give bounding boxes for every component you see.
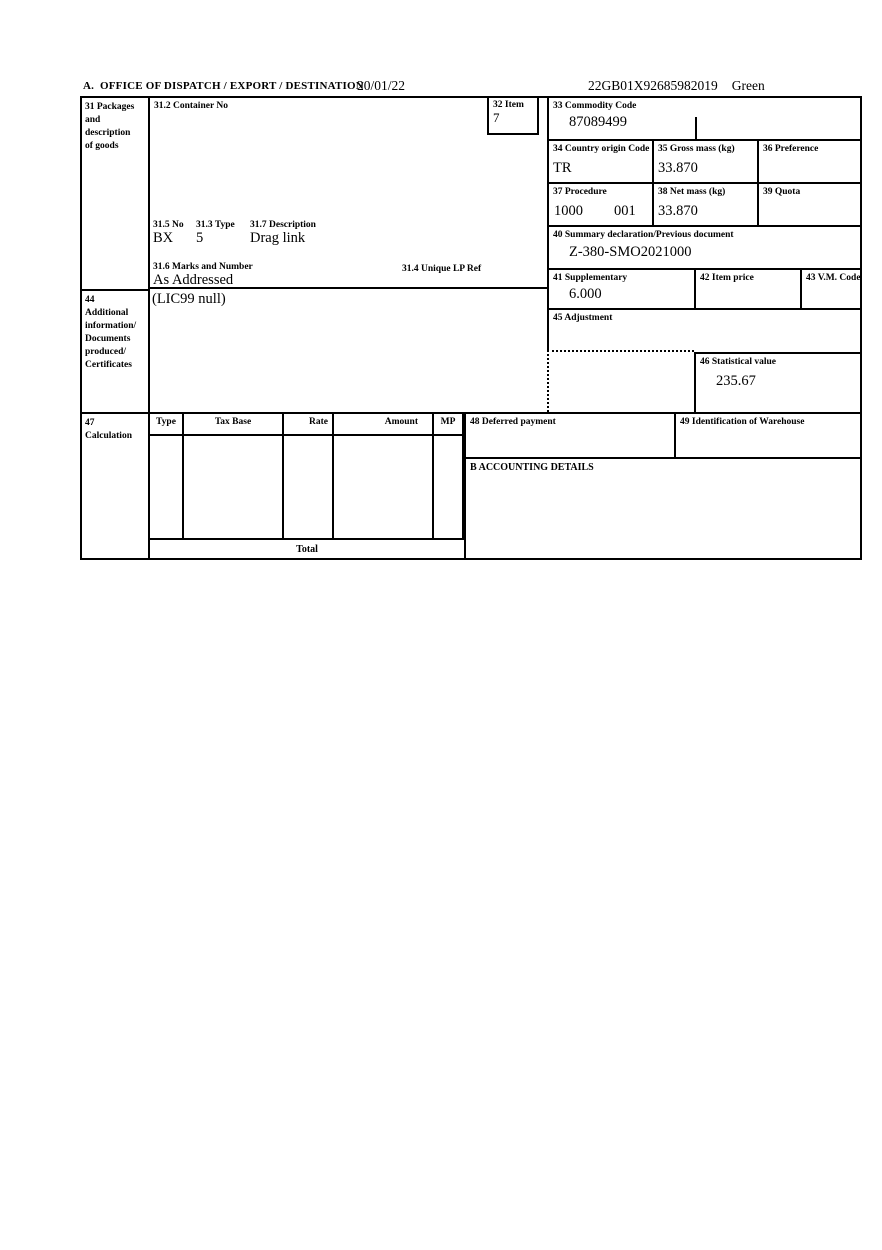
box-36-label: 36 Preference (763, 144, 819, 154)
box-41-supplementary (547, 270, 694, 310)
box-40-summary-declaration (547, 227, 860, 270)
box-34-value: TR (553, 160, 572, 176)
calc-total-row (150, 540, 464, 558)
box-33-label: 33 Commodity Code (553, 101, 637, 111)
box-44-heading-line: Additional (85, 308, 129, 318)
calc-body-taxbase-cell (182, 436, 282, 540)
declaration-form-grid (80, 96, 862, 560)
packages-no-label: 31.5 No (153, 220, 184, 230)
box-31-heading (82, 98, 150, 289)
box-39-quota (757, 184, 860, 227)
box-40-value: Z-380-SMO2021000 (569, 244, 692, 260)
box-43-vm-code (800, 270, 860, 310)
box-47-heading (82, 412, 150, 558)
box-44-heading-line: Documents (85, 334, 131, 344)
dispatch-date: 20/01/22 (357, 78, 406, 93)
box-41-value: 6.000 (569, 286, 602, 302)
box-49-warehouse (674, 412, 860, 457)
box-42-label: 42 Item price (700, 273, 754, 283)
box-32-label: 32 Item (493, 100, 524, 110)
box-39-label: 39 Quota (763, 187, 801, 197)
box-44-content (150, 289, 547, 412)
calc-col-rate-label: Rate (309, 417, 328, 427)
box-35-gross-mass (652, 141, 757, 184)
box-46-value: 235.67 (716, 373, 756, 389)
box-44-heading-line: produced/ (85, 347, 127, 357)
calc-col-mp-label: MP (440, 417, 456, 427)
box-37-value-main: 1000 (554, 203, 583, 219)
calc-body-rate-cell (282, 436, 332, 540)
goods-description-label: 31.7 Description (250, 220, 316, 230)
goods-description-value: Drag link (250, 230, 306, 246)
calc-body-mp-cell (432, 436, 464, 540)
packages-type-value: 5 (196, 230, 204, 246)
unique-lp-ref-label: 31.4 Unique LP Ref (402, 264, 482, 274)
calc-col-taxbase-label: Tax Base (214, 417, 252, 427)
commodity-code-subdivision-line (695, 117, 697, 139)
box-32-item (487, 98, 539, 135)
marks-and-number-value: As Addressed (153, 272, 234, 288)
box-35-label: 35 Gross mass (kg) (658, 144, 735, 154)
calc-col-rate-header (282, 412, 332, 436)
box-44-heading-line: information/ (85, 321, 137, 331)
box-b-accounting-details (464, 457, 860, 558)
box-46-label: 46 Statistical value (700, 357, 776, 367)
container-no-label: 31.2 Container No (154, 101, 228, 111)
box-34-label: 34 Country origin Code (553, 144, 650, 154)
calc-col-type-label: Type (156, 417, 176, 427)
box-34-country-origin (547, 141, 652, 184)
box-47-heading-line: 47 (85, 418, 95, 428)
calc-total-label: Total (296, 544, 318, 555)
box-42-item-price (694, 270, 800, 310)
box-31-heading-line: and (85, 115, 101, 125)
office-of-dispatch-label: A. OFFICE OF DISPATCH / EXPORT / DESTINATION (83, 80, 364, 92)
box-45-label: 45 Adjustment (553, 313, 613, 323)
box-44-heading-line: Certificates (85, 360, 132, 370)
box-41-label: 41 Supplementary (553, 273, 628, 283)
declaration-reference (588, 78, 765, 94)
entry-number: 22GB01X92685982019 (588, 78, 718, 93)
box-44-heading-line: 44 (85, 295, 95, 305)
box-44-heading (82, 289, 150, 412)
box-35-value: 33.870 (658, 160, 698, 176)
box-37-procedure (547, 184, 652, 227)
calc-col-taxbase-header (182, 412, 282, 436)
box-38-label: 38 Net mass (kg) (658, 187, 726, 197)
box-49-label: 49 Identification of Warehouse (680, 417, 805, 427)
box-47-heading-line: Calculation (85, 431, 132, 441)
box-40-label: 40 Summary declaration/Previous document (553, 230, 734, 240)
calc-col-type-header (150, 412, 182, 436)
box-31-heading-line: of goods (85, 141, 119, 151)
box-36-preference (757, 141, 860, 184)
box-b-label: B ACCOUNTING DETAILS (470, 462, 594, 473)
box-48-label: 48 Deferred payment (470, 417, 556, 427)
box-33-value: 87089499 (569, 114, 627, 130)
box-31-heading-line: description (85, 128, 131, 138)
box-44-value: (LIC99 null) (152, 291, 226, 307)
calc-col-amount-header (332, 412, 432, 436)
box-32-value: 7 (493, 110, 500, 125)
marks-and-number-label: 31.6 Marks and Number (153, 262, 253, 272)
calc-col-mp-header (432, 412, 464, 436)
box-31-heading-line: 31 Packages (85, 102, 135, 112)
box-38-net-mass (652, 184, 757, 227)
box-43-label: 43 V.M. Code (806, 273, 861, 283)
box-33-commodity-code (547, 98, 860, 141)
box-48-deferred-payment (464, 412, 674, 457)
box-38-value: 33.870 (658, 203, 698, 219)
routing-status: Green (731, 78, 765, 93)
packages-type-label: 31.3 Type (196, 220, 235, 230)
packages-no-value: BX (153, 230, 174, 246)
calc-body-type-cell (150, 436, 182, 540)
box-37-value-additional: 001 (614, 203, 636, 219)
calc-col-amount-label: Amount (384, 417, 418, 427)
box-46-statistical-value (694, 352, 860, 412)
box-37-label: 37 Procedure (553, 187, 607, 197)
box-45-adjustment (547, 310, 860, 350)
box-45-dotted-area (547, 350, 694, 412)
calc-body-amount-cell (332, 436, 432, 540)
